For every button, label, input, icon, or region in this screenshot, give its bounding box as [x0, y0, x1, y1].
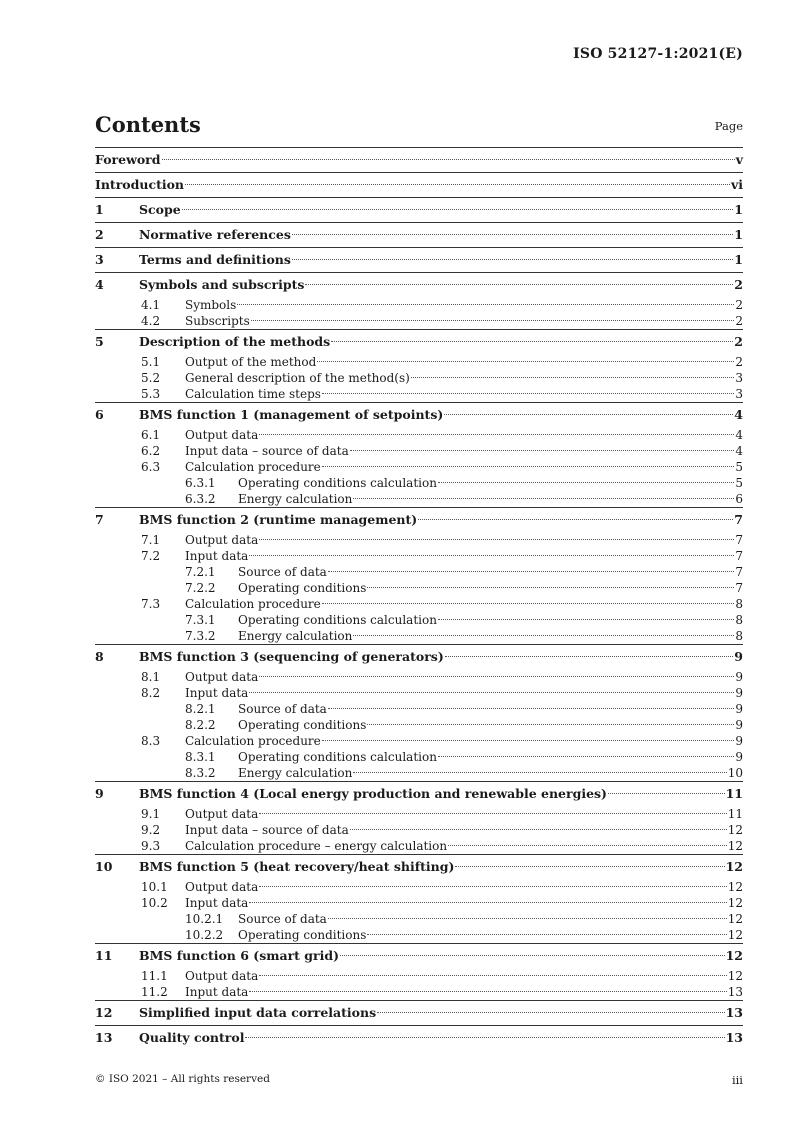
section-title: Calculation procedure	[185, 734, 321, 748]
toc-entry[interactable]	[95, 403, 743, 427]
section-title: Input data – source of data	[185, 823, 349, 837]
section-number: 4.1	[141, 298, 161, 312]
section-number: 13	[95, 1030, 113, 1045]
section-number: 5.2	[141, 371, 161, 385]
section-number: 7.3.1	[185, 613, 216, 627]
section-title: Calculation time steps	[185, 387, 321, 401]
toc-subsubentry[interactable]	[95, 580, 743, 596]
toc-entry[interactable]	[95, 855, 743, 879]
section-number: 11.1	[141, 969, 168, 983]
section-title: Operating conditions calculation	[238, 750, 437, 764]
page-reference: 10	[727, 766, 743, 780]
toc-entry[interactable]	[95, 173, 743, 197]
dot-leader	[353, 772, 726, 773]
page-reference: 2	[735, 298, 743, 312]
page-reference: 11	[727, 807, 743, 821]
toc-entry[interactable]	[95, 782, 743, 806]
dot-leader	[249, 555, 734, 556]
section-number: 7	[95, 512, 104, 527]
toc-entry[interactable]	[95, 508, 743, 532]
toc-subsubentry[interactable]	[95, 612, 743, 628]
toc-group	[95, 1000, 743, 1025]
toc-group	[95, 402, 743, 507]
toc-subsubentry[interactable]	[95, 475, 743, 491]
dot-leader	[353, 635, 734, 636]
section-title: Source of data	[238, 702, 327, 716]
toc-group	[95, 147, 743, 172]
toc-subentry[interactable]	[95, 354, 743, 370]
page-reference: 9	[735, 718, 743, 732]
section-number: 6.2	[141, 444, 161, 458]
toc-group	[95, 644, 743, 781]
dot-leader	[237, 304, 734, 305]
page-reference: 8	[735, 629, 743, 643]
section-title: Output of the method	[185, 355, 317, 369]
page-reference: 4	[735, 428, 743, 442]
toc-entry[interactable]	[95, 330, 743, 354]
dot-leader	[438, 482, 734, 483]
section-number: 9.3	[141, 839, 161, 853]
section-title: Operating conditions	[238, 928, 367, 942]
toc-subentry[interactable]	[95, 806, 743, 822]
toc-subsubentry[interactable]	[95, 765, 743, 781]
page-reference: 3	[735, 387, 743, 401]
dot-leader	[367, 934, 726, 935]
page-number: iii	[731, 1073, 743, 1087]
toc-group	[95, 272, 743, 329]
table-of-contents	[95, 147, 743, 1050]
page-reference: 7	[735, 549, 743, 563]
section-title: Calculation procedure	[185, 460, 321, 474]
page-reference: 8	[735, 597, 743, 611]
toc-group	[95, 222, 743, 247]
section-number: 5.3	[141, 387, 161, 401]
page-reference: 13	[727, 985, 743, 999]
section-number: 3	[95, 252, 104, 267]
toc-entry[interactable]	[95, 273, 743, 297]
section-title: Output data	[185, 969, 259, 983]
toc-entry[interactable]	[95, 645, 743, 669]
dot-leader	[367, 587, 734, 588]
dot-leader	[185, 184, 730, 185]
toc-subsubentry[interactable]	[95, 717, 743, 733]
page-reference: 2	[735, 355, 743, 369]
page-reference: 7	[735, 581, 743, 595]
toc-entry[interactable]	[95, 1026, 743, 1050]
toc-group	[95, 781, 743, 854]
dot-leader	[249, 991, 726, 992]
page-reference: 1	[734, 202, 743, 217]
toc-subentry[interactable]	[95, 427, 743, 443]
page-reference: 12	[727, 969, 743, 983]
dot-leader	[249, 902, 726, 903]
page-reference: 11	[725, 786, 743, 801]
toc-subentry[interactable]	[95, 968, 743, 984]
dot-leader	[445, 656, 734, 657]
toc-subentry[interactable]	[95, 879, 743, 895]
page-reference: 12	[727, 880, 743, 894]
page-reference: 4	[735, 444, 743, 458]
section-number: 10.2.1	[185, 912, 224, 926]
section-number: 9.1	[141, 807, 161, 821]
dot-leader	[259, 975, 726, 976]
section-title: Symbols	[185, 298, 237, 312]
section-number: 10.2.2	[185, 928, 224, 942]
page-reference: 12	[727, 839, 743, 853]
page-reference: 2	[734, 277, 743, 292]
dot-leader	[444, 414, 733, 415]
page-reference: vi	[730, 177, 743, 192]
page-reference: 12	[727, 928, 743, 942]
section-number: 7.2.2	[185, 581, 216, 595]
toc-group	[95, 854, 743, 943]
page-column-header: Page	[714, 119, 743, 133]
page-reference: 13	[725, 1005, 743, 1020]
page-reference: 9	[735, 702, 743, 716]
dot-leader	[353, 498, 734, 499]
dot-leader	[245, 1037, 724, 1038]
section-title: Introduction	[95, 177, 185, 192]
section-title: Output data	[185, 428, 259, 442]
page-reference: 2	[735, 314, 743, 328]
page-reference: 9	[735, 670, 743, 684]
toc-subsubentry[interactable]	[95, 628, 743, 644]
section-title: Simplified input data correlations	[139, 1005, 377, 1020]
section-title: Output data	[185, 807, 259, 821]
dot-leader	[377, 1012, 724, 1013]
page-reference: 12	[727, 912, 743, 926]
section-title: Operating conditions	[238, 581, 367, 595]
dot-leader	[162, 159, 735, 160]
page-reference: 9	[735, 734, 743, 748]
page-reference: 12	[725, 948, 743, 963]
toc-entry[interactable]	[95, 1001, 743, 1025]
toc-group	[95, 943, 743, 1000]
page-reference: 12	[727, 896, 743, 910]
page-reference: 9	[735, 750, 743, 764]
section-title: BMS function 1 (management of setpoints)	[139, 407, 444, 422]
section-number: 4	[95, 277, 104, 292]
dot-leader	[292, 259, 733, 260]
toc-group	[95, 329, 743, 402]
page-reference: 9	[734, 649, 743, 664]
section-number: 6	[95, 407, 104, 422]
section-title: Calculation procedure	[185, 597, 321, 611]
toc-subentry[interactable]	[95, 984, 743, 1000]
dot-leader	[322, 740, 735, 741]
section-title: Source of data	[238, 912, 327, 926]
toc-subentry[interactable]	[95, 733, 743, 749]
page-reference: v	[735, 152, 743, 167]
dot-leader	[182, 209, 734, 210]
dot-leader	[418, 519, 733, 520]
toc-subentry[interactable]	[95, 370, 743, 386]
section-number: 8.1	[141, 670, 161, 684]
toc-group	[95, 172, 743, 197]
page-reference: 9	[735, 686, 743, 700]
section-title: Scope	[139, 202, 181, 217]
dot-leader	[317, 361, 734, 362]
section-number: 8.2	[141, 686, 161, 700]
section-number: 12	[95, 1005, 113, 1020]
section-title: Foreword	[95, 152, 161, 167]
toc-subsubentry[interactable]	[95, 701, 743, 717]
section-number: 7.3.2	[185, 629, 216, 643]
toc-subentry[interactable]	[95, 386, 743, 402]
dot-leader	[328, 918, 727, 919]
dot-leader	[608, 793, 725, 794]
section-title: Energy calculation	[238, 766, 353, 780]
toc-subentry[interactable]	[95, 895, 743, 911]
section-title: Operating conditions	[238, 718, 367, 732]
toc-subsubentry[interactable]	[95, 491, 743, 507]
dot-leader	[367, 724, 734, 725]
section-number: 7.2.1	[185, 565, 216, 579]
toc-group	[95, 247, 743, 272]
document-identifier: ISO 52127-1:2021(E)	[573, 46, 743, 62]
toc-subentry[interactable]	[95, 459, 743, 475]
section-title: Operating conditions calculation	[238, 613, 437, 627]
section-number: 11	[95, 948, 113, 963]
dot-leader	[259, 813, 726, 814]
page-reference: 4	[734, 407, 743, 422]
dot-leader	[350, 829, 727, 830]
section-number: 10.2	[141, 896, 168, 910]
toc-subentry[interactable]	[95, 313, 743, 329]
page-reference: 5	[735, 460, 743, 474]
section-title: Description of the methods	[139, 334, 331, 349]
section-title: BMS function 4 (Local energy production and renewable energies)	[139, 786, 607, 801]
section-title: Energy calculation	[238, 492, 353, 506]
page-reference: 8	[735, 613, 743, 627]
dot-leader	[322, 603, 735, 604]
section-number: 8.2.1	[185, 702, 216, 716]
page-reference: 12	[727, 823, 743, 837]
dot-leader	[305, 284, 733, 285]
page-reference: 1	[734, 252, 743, 267]
page-reference: 1	[734, 227, 743, 242]
section-title: Calculation procedure – energy calculation	[185, 839, 448, 853]
dot-leader	[331, 341, 733, 342]
toc-subsubentry[interactable]	[95, 927, 743, 943]
page-reference: 7	[734, 512, 743, 527]
section-title: BMS function 2 (runtime management)	[139, 512, 418, 527]
dot-leader	[249, 692, 734, 693]
page-reference: 6	[735, 492, 743, 506]
dot-leader	[455, 866, 724, 867]
section-title: Operating conditions calculation	[238, 476, 437, 490]
section-title: Input data	[185, 549, 249, 563]
section-title: Terms and definitions	[139, 252, 291, 267]
section-title: Output data	[185, 533, 259, 547]
toc-subsubentry[interactable]	[95, 749, 743, 765]
dot-leader	[340, 955, 725, 956]
toc-subentry[interactable]	[95, 596, 743, 612]
page-reference: 12	[725, 859, 743, 874]
dot-leader	[259, 886, 726, 887]
section-number: 7.3	[141, 597, 161, 611]
dot-leader	[259, 434, 734, 435]
toc-group	[95, 1025, 743, 1050]
section-title: BMS function 6 (smart grid)	[139, 948, 340, 963]
toc-subentry[interactable]	[95, 548, 743, 564]
page-reference: 7	[735, 533, 743, 547]
section-number: 10.1	[141, 880, 168, 894]
page-reference: 3	[735, 371, 743, 385]
toc-subentry[interactable]	[95, 443, 743, 459]
page-reference: 2	[734, 334, 743, 349]
toc-subsubentry[interactable]	[95, 564, 743, 580]
section-title: Quality control	[139, 1030, 245, 1045]
section-title: Subscripts	[185, 314, 250, 328]
dot-leader	[322, 466, 735, 467]
section-number: 4.2	[141, 314, 161, 328]
section-title: Energy calculation	[238, 629, 353, 643]
section-number: 9.2	[141, 823, 161, 837]
section-number: 8.3	[141, 734, 161, 748]
section-title: Input data	[185, 896, 249, 910]
section-number: 8.3.2	[185, 766, 216, 780]
section-number: 6.3.1	[185, 476, 216, 490]
section-number: 7.2	[141, 549, 161, 563]
section-number: 9	[95, 786, 104, 801]
toc-entry[interactable]	[95, 248, 743, 272]
section-title: Input data – source of data	[185, 444, 349, 458]
toc-subentry[interactable]	[95, 685, 743, 701]
section-title: Input data	[185, 985, 249, 999]
page-reference: 13	[725, 1030, 743, 1045]
toc-subentry[interactable]	[95, 838, 743, 854]
section-number: 6.1	[141, 428, 161, 442]
toc-group	[95, 507, 743, 644]
section-title: Symbols and subscripts	[139, 277, 305, 292]
dot-leader	[438, 619, 734, 620]
section-title: Source of data	[238, 565, 327, 579]
section-number: 5	[95, 334, 104, 349]
dot-leader	[438, 756, 734, 757]
section-number: 2	[95, 227, 104, 242]
section-number: 10	[95, 859, 113, 874]
dot-leader	[259, 676, 734, 677]
section-number: 11.2	[141, 985, 168, 999]
section-number: 5.1	[141, 355, 161, 369]
section-title: General description of the method(s)	[185, 371, 410, 385]
contents-heading: Contents	[95, 112, 201, 137]
dot-leader	[322, 393, 734, 394]
dot-leader	[259, 539, 734, 540]
dot-leader	[350, 450, 735, 451]
dot-leader	[251, 320, 735, 321]
section-number: 7.1	[141, 533, 161, 547]
section-title: BMS function 3 (sequencing of generators)	[139, 649, 444, 664]
toc-entry[interactable]	[95, 944, 743, 968]
toc-subsubentry[interactable]	[95, 911, 743, 927]
section-number: 8.3.1	[185, 750, 216, 764]
section-title: Normative references	[139, 227, 291, 242]
section-title: Output data	[185, 880, 259, 894]
section-title: BMS function 5 (heat recovery/heat shifting)	[139, 859, 455, 874]
dot-leader	[328, 571, 735, 572]
section-number: 1	[95, 202, 104, 217]
copyright-notice: © ISO 2021 – All rights reserved	[95, 1073, 270, 1085]
toc-entry[interactable]	[95, 148, 743, 172]
section-title: Output data	[185, 670, 259, 684]
toc-subentry[interactable]	[95, 669, 743, 685]
dot-leader	[292, 234, 733, 235]
toc-subentry[interactable]	[95, 532, 743, 548]
toc-subentry[interactable]	[95, 297, 743, 313]
dot-leader	[448, 845, 727, 846]
toc-subentry[interactable]	[95, 822, 743, 838]
section-number: 8.2.2	[185, 718, 216, 732]
toc-entry[interactable]	[95, 198, 743, 222]
toc-entry[interactable]	[95, 223, 743, 247]
section-number: 8	[95, 649, 104, 664]
section-number: 6.3.2	[185, 492, 216, 506]
section-number: 6.3	[141, 460, 161, 474]
section-title: Input data	[185, 686, 249, 700]
dot-leader	[328, 708, 735, 709]
page-reference: 5	[735, 476, 743, 490]
toc-group	[95, 197, 743, 222]
page-reference: 7	[735, 565, 743, 579]
dot-leader	[411, 377, 735, 378]
